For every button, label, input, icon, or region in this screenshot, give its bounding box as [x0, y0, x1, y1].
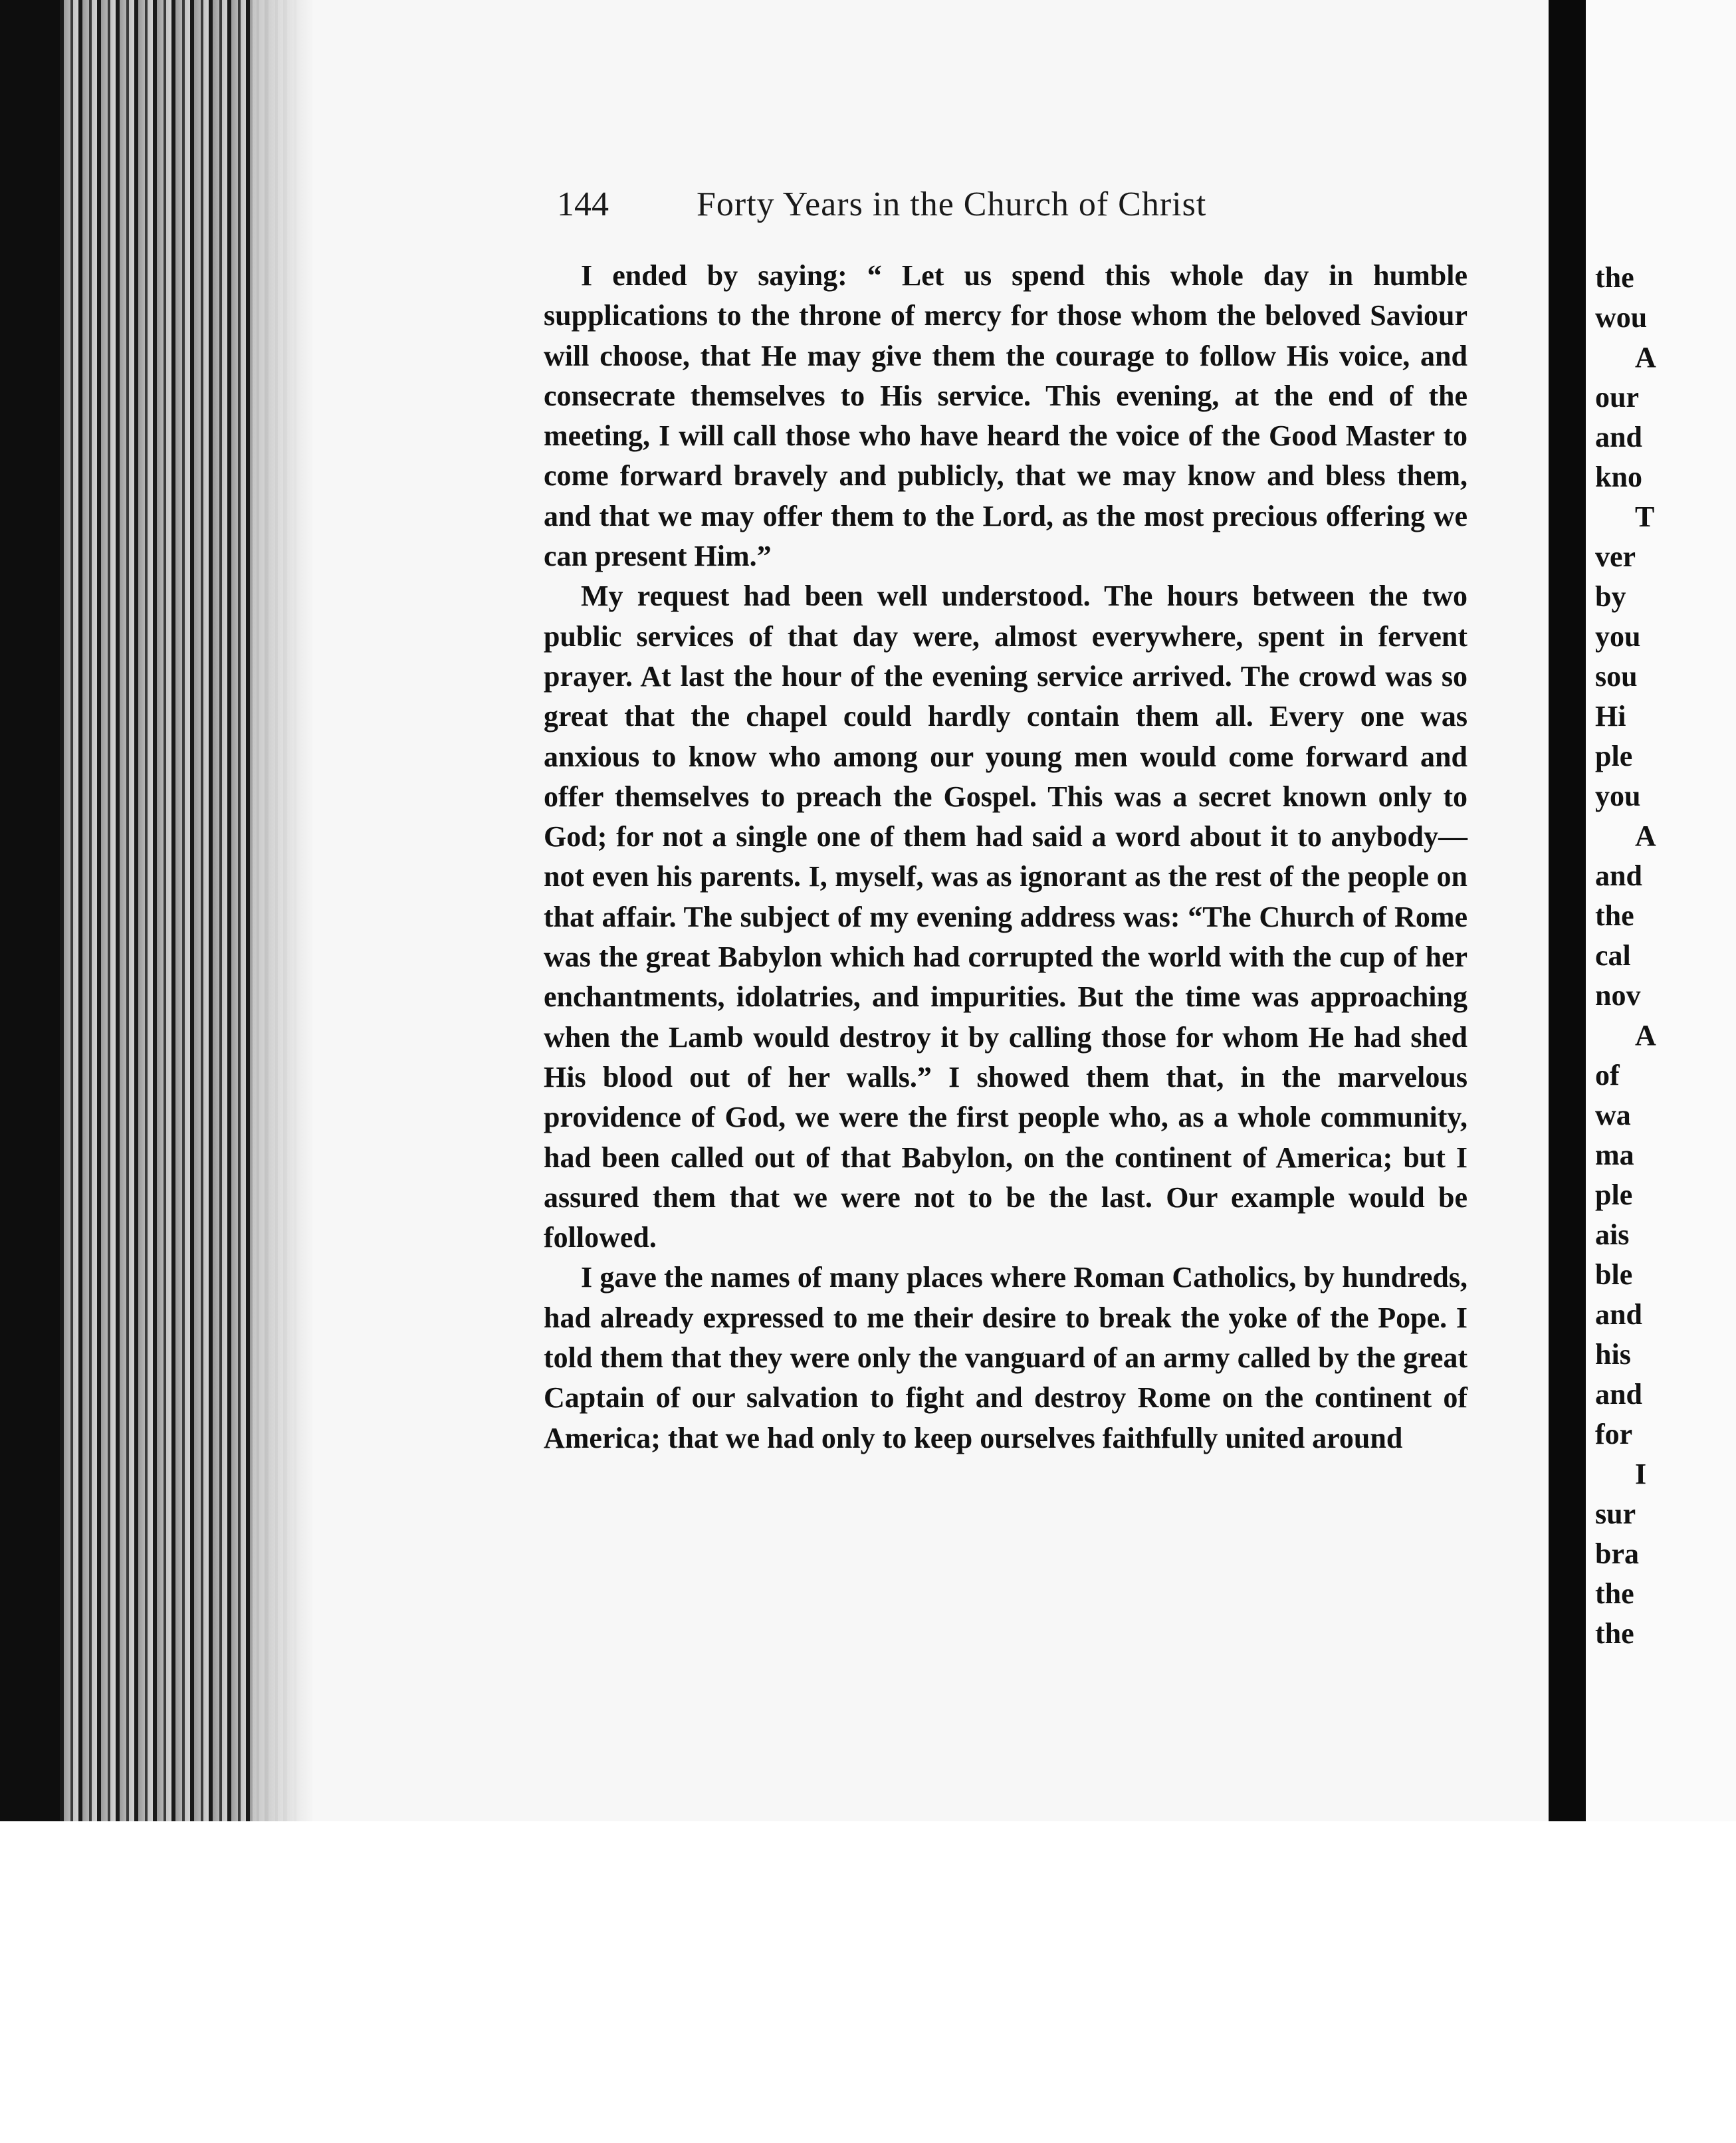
page-edge-shading: [253, 0, 312, 1821]
facing-page-line: sur: [1595, 1498, 1636, 1530]
page-body: [544, 256, 1467, 1458]
facing-page-line: wa: [1595, 1099, 1631, 1131]
facing-page-line: sou: [1595, 660, 1638, 693]
facing-page-line: ver: [1595, 540, 1636, 573]
facing-page-line: ple: [1595, 740, 1633, 772]
facing-page-line: A: [1635, 341, 1656, 374]
facing-page-line: by: [1595, 580, 1626, 613]
facing-page-line: nov: [1595, 979, 1641, 1012]
facing-page-line: cal: [1595, 939, 1631, 972]
facing-page-line: and: [1595, 1298, 1642, 1331]
facing-page-line: bra: [1595, 1537, 1639, 1570]
facing-page-line: you: [1595, 780, 1641, 812]
page-number: 144: [557, 185, 609, 223]
running-head: [557, 185, 1341, 238]
facing-page-line: his: [1595, 1338, 1631, 1371]
facing-page-line: T: [1635, 501, 1655, 533]
facing-page-line: wou: [1595, 301, 1648, 334]
facing-page-line: ais: [1595, 1218, 1630, 1251]
facing-page-line: and: [1595, 1378, 1642, 1410]
facing-page-line: I: [1635, 1458, 1647, 1490]
facing-page-line: A: [1635, 820, 1656, 852]
facing-page-line: the: [1595, 1617, 1634, 1650]
paragraph: I ended by saying: “ Let us spend this whole day in humble supplications to the throne of mercy for those whom the beloved Saviour will choose, that He may give them the courage to follow His voice, and consecrate themselves to His service. This evening, at the end of the meeting, I will call those who have heard the voice of the Good Master to come forward bravely and publicly, that we may know and bless them, and that we may offer them to the Lord, as the most precious offering we can present Him.”: [544, 259, 1467, 573]
scan-border-left: [0, 0, 63, 1821]
facing-page-line: ma: [1595, 1139, 1634, 1171]
facing-page-line: the: [1595, 261, 1634, 294]
facing-page-line: of: [1595, 1059, 1620, 1091]
facing-page-line: the: [1595, 1577, 1634, 1610]
facing-page-line: you: [1595, 620, 1641, 653]
running-title: Forty Years in the Church of Christ: [697, 185, 1207, 223]
scan-border-bottom: [0, 1821, 1736, 2143]
facing-page-line: Hi: [1595, 700, 1626, 733]
paragraph: I gave the names of many places where Roman Catholics, by hundreds, had already expressed to me their desire to break the yoke of the Pope. I told them that they were only the vanguard of an army called by the great Captain of our salvation to fight and destroy Rome on the continent of America; that we had only to keep ourselves faithfully united around: [544, 1261, 1467, 1454]
facing-page-line: the: [1595, 899, 1634, 932]
facing-page-line: our: [1595, 381, 1639, 413]
facing-page-line: ble: [1595, 1258, 1633, 1291]
facing-page-line: and: [1595, 859, 1642, 892]
facing-page-line: kno: [1595, 461, 1642, 493]
facing-page-line: ple: [1595, 1179, 1633, 1211]
facing-page-line: A: [1635, 1019, 1656, 1052]
facing-page-line: for: [1595, 1418, 1633, 1450]
book-gutter: [1549, 0, 1586, 1821]
facing-page-line: and: [1595, 421, 1642, 453]
paragraph: My request had been well understood. The hours between the two public services of that day were, almost everywhere, spent in fervent prayer. At last the hour of the evening service arrived. The crowd was so great that the chapel could hardly contain them all. Every one was anxious to know who among our young men would come forward and offer themselves to preach the Gospel. This was a secret known only to God; for not a single one of them had said a word about it to anybody—not even his parents. I, myself, was as ignorant as the rest of the people on that affair. The subject of my evening address was: “The Church of Rome was the great Babylon which had corrupted the world with the cup of her enchantments, idolatries, and impurities. But the time was approaching when the Lamb would destroy it by calling those for whom He had shed His blood out of her walls.” I showed them that, in the marvelous providence of God, we were the first people who, as a whole community, had been called out of that Babylon, on the continent of America; but I assured them that we were not to be the last. Our example would be followed.: [544, 580, 1467, 1254]
